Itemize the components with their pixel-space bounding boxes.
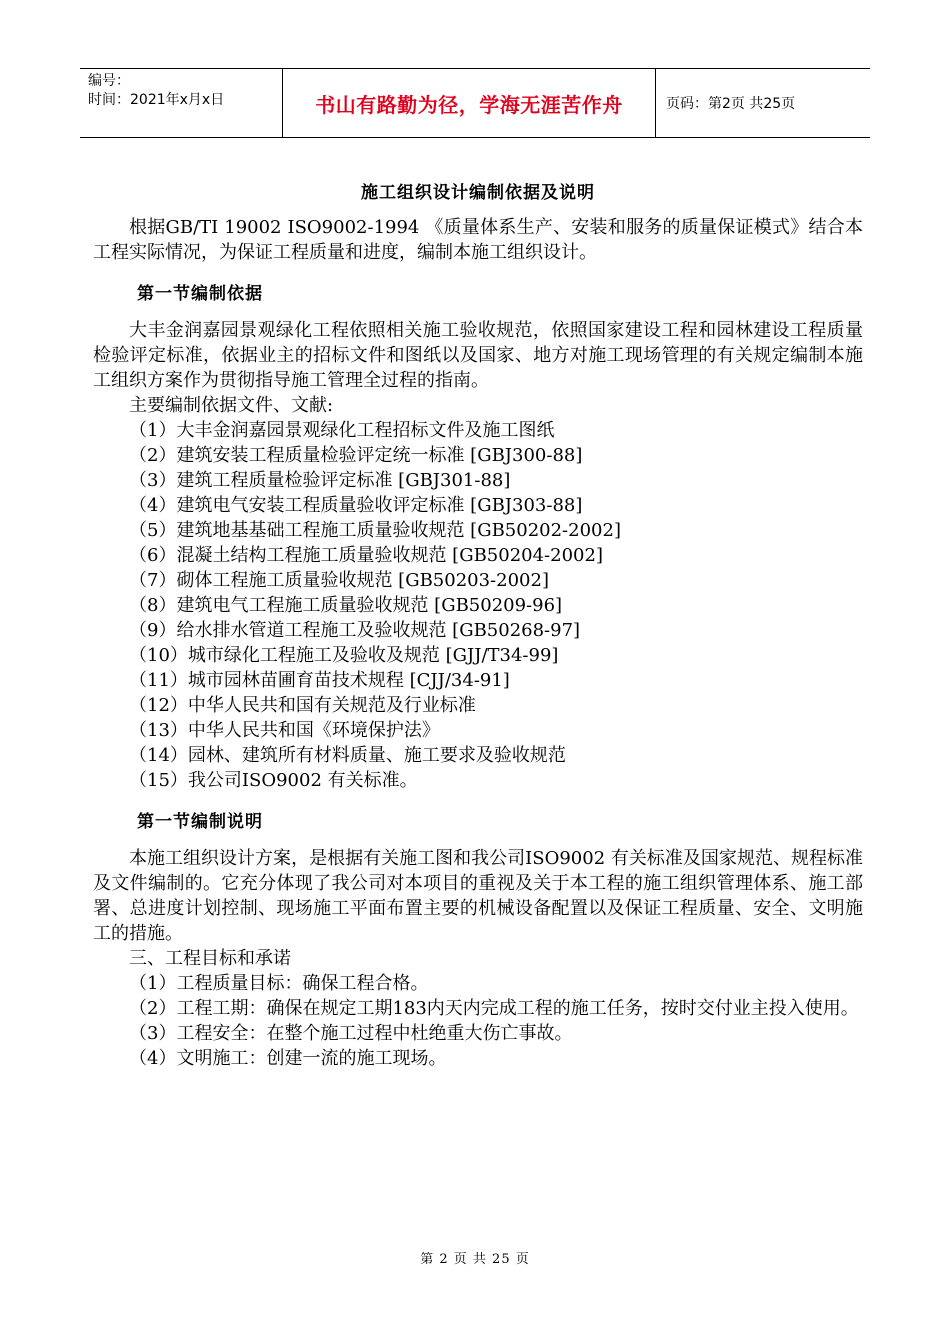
list-item: （10）城市绿化工程施工及验收及规范 [GJJ/T34-99] (129, 645, 559, 666)
header-motto: 书山有路勤为径，学海无涯苦作舟 (282, 69, 656, 137)
number-label: 编号： (88, 73, 130, 89)
section2-heading: 第一节编制说明 (137, 812, 263, 832)
list-item: （7）砌体工程施工质量验收规范 [GB50203-2002] (129, 570, 549, 591)
list-item: （5）建筑地基基础工程施工质量验收规范 [GB50202-2002] (129, 520, 621, 541)
list-item: （9）给水排水管道工程施工及验收规范 [GB50268-97] (129, 620, 581, 641)
page-footer: 第 2 页 共 25 页 (420, 1252, 530, 1267)
header-left-cell (80, 69, 282, 137)
document-body (93, 178, 863, 1071)
list-item: （3）建筑工程质量检验评定标准 [GBJ301-88] (129, 470, 511, 491)
goals-heading: 三、工程目标和承诺 (129, 948, 291, 969)
list-item: （11）城市园林苗圃育苗技术规程 [CJJ/34-91] (129, 670, 510, 691)
page-header (80, 68, 870, 138)
list-item: （13）中华人民共和国《环境保护法》 (129, 720, 440, 741)
list-item: （4）建筑电气安装工程质量验收评定标准 [GBJ303-88] (129, 495, 583, 516)
list-item: （1）工程质量目标：确保工程合格。 (129, 973, 429, 994)
section2-paragraph: 本施工组织设计方案，是根据有关施工图和我公司ISO9002 有关标准及国家规范、规程标准及文件编制的。它充分体现了我公司对本项目的重视及关于本工程的施工组织管理体系、施工部署、总进度计划控制、现场施工平面布置主要的机械设备配置以及保证工程质量、安全、文明施工的措施。 (93, 848, 863, 944)
section1-heading: 第一节编制依据 (137, 284, 263, 304)
list-item: （3）工程安全：在整个施工过程中杜绝重大伤亡事故。 (129, 1023, 573, 1044)
list-item: （2）建筑安装工程质量检验评定统一标准 [GBJ300-88] (129, 445, 583, 466)
header-page-info: 页码：第2页 共25页 (666, 96, 796, 112)
list-item: （15）我公司ISO9002 有关标准。 (129, 770, 418, 791)
list-item: （2）工程工期：确保在规定工期183内天内完成工程的施工任务，按时交付业主投入使用。 (129, 998, 859, 1019)
intro-paragraph: 根据GB/TI 19002 ISO9002-1994 《质量体系生产、安装和服务的质量保证模式》结合本工程实际情况，为保证工程质量和进度，编制本施工组织设计。 (93, 217, 863, 263)
list-item: （14）园林、建筑所有材料质量、施工要求及验收规范 (129, 745, 566, 766)
document-title: 施工组织设计编制依据及说明 (361, 183, 595, 203)
list-item: （8）建筑电气工程施工质量验收规范 [GB50209-96] (129, 595, 563, 616)
reference-list (93, 418, 863, 793)
list-item: （4）文明施工：创建一流的施工现场。 (129, 1048, 447, 1069)
section1-paragraph: 大丰金润嘉园景观绿化工程依照相关施工验收规范，依照国家建设工程和园林建设工程质量检验评定标准，依据业主的招标文件和图纸以及国家、地方对施工现场管理的有关规定编制本施工组织方案作为贯彻指导施工管理全过程的指南。 (93, 320, 863, 391)
list-item: （6）混凝土结构工程施工质量验收规范 [GB50204-2002] (129, 545, 603, 566)
list-item: （12）中华人民共和国有关规范及行业标准 (129, 695, 476, 716)
goals-list (93, 971, 863, 1071)
list-item: （1）大丰金润嘉园景观绿化工程招标文件及施工图纸 (129, 420, 555, 441)
time-label: 时间：2021年x月x日 (88, 92, 225, 108)
reference-list-intro: 主要编制依据文件、文献: (129, 395, 334, 416)
